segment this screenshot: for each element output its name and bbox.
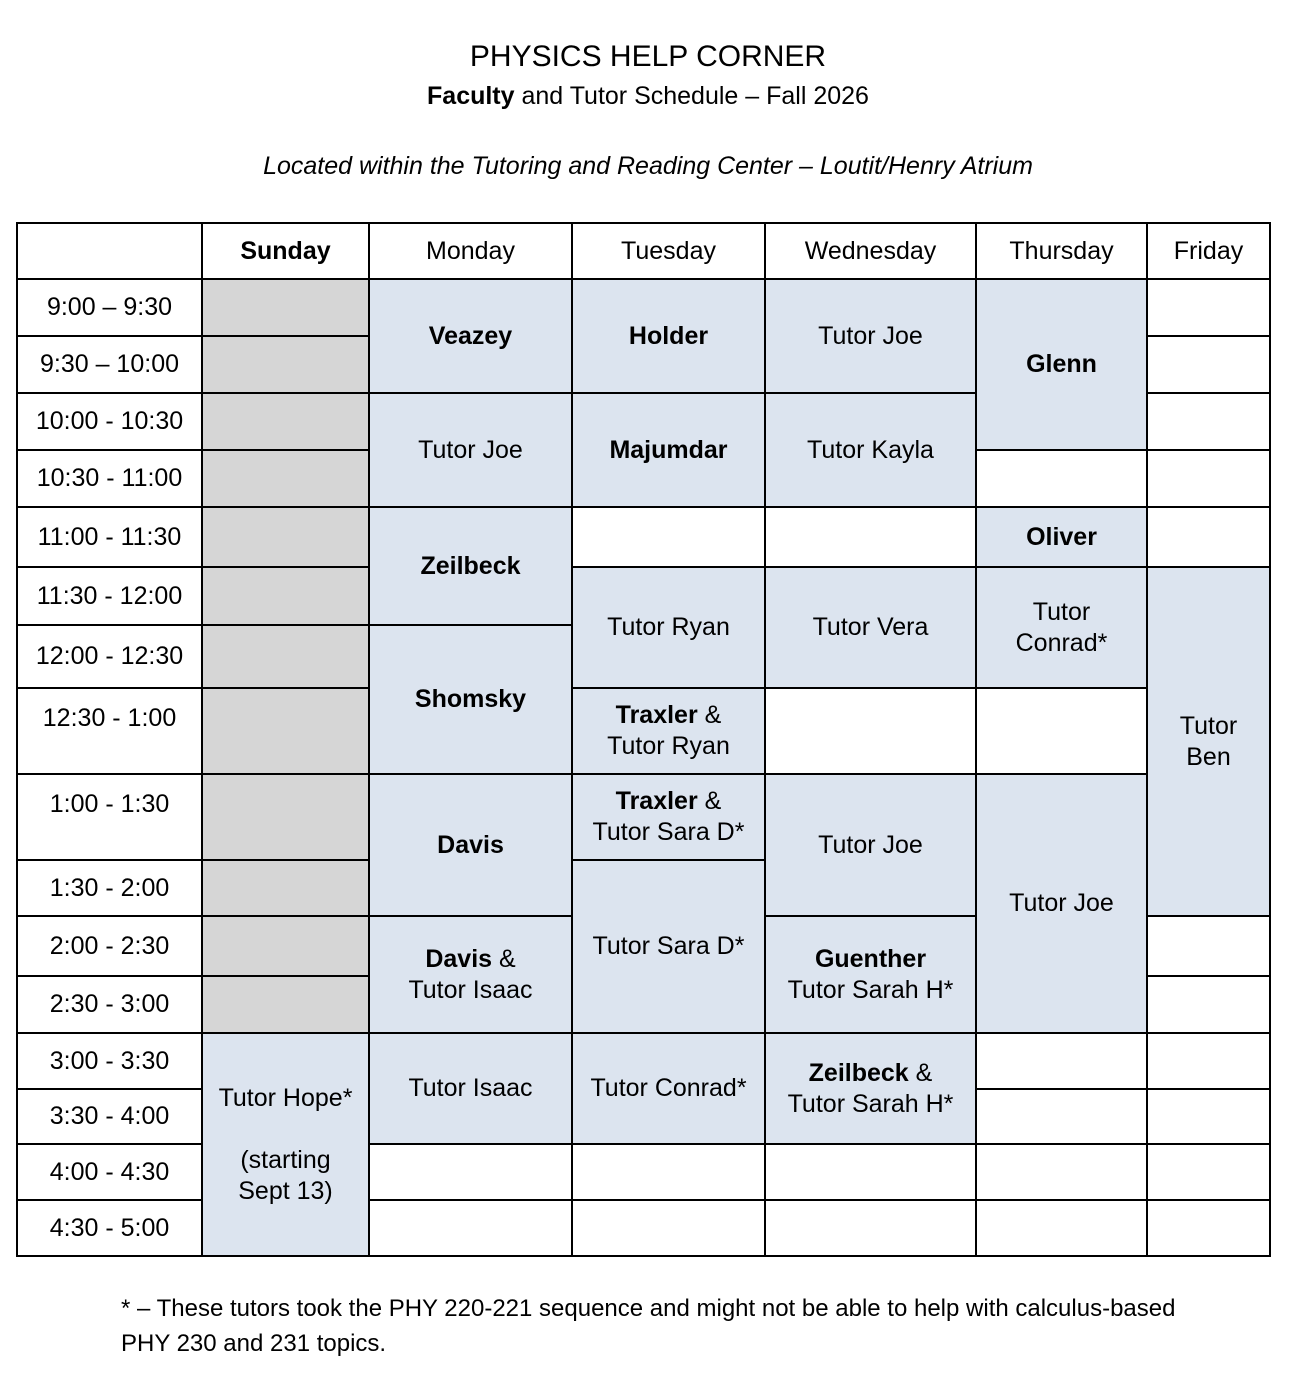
faculty-name: Zeilbeck	[420, 551, 521, 580]
faculty-name: Shomsky	[414, 685, 527, 713]
time-slot: 10:00 - 10:30	[17, 393, 202, 450]
slot-thu-joe: Tutor Joe	[976, 774, 1147, 1033]
header-row	[17, 223, 1270, 279]
empty-cell	[1147, 1200, 1270, 1256]
time-slot: 2:30 - 3:00	[17, 976, 202, 1033]
faculty-name: Traxler	[615, 701, 698, 729]
empty-cell	[1147, 1144, 1270, 1200]
slot-tue-traxler-ryan	[572, 688, 765, 774]
faculty-name: Davis	[425, 944, 493, 973]
empty-cell	[976, 450, 1147, 507]
time-slot: 2:00 - 2:30	[17, 916, 202, 976]
unavailable-cell	[202, 916, 369, 976]
unavailable-cell	[202, 279, 369, 336]
subtitle-bold: Faculty	[427, 82, 515, 110]
empty-cell	[1147, 1089, 1270, 1144]
cell-line	[766, 1058, 975, 1089]
slot-tue-conrad: Tutor Conrad*	[572, 1033, 765, 1144]
line-gap	[203, 1114, 368, 1145]
slot-sun-hope	[202, 1033, 369, 1256]
empty-cell	[1147, 916, 1270, 976]
slot-wed-kayla: Tutor Kayla	[765, 393, 976, 507]
slot-wed-vera: Tutor Vera	[765, 567, 976, 688]
faculty-name: Holder	[628, 321, 709, 350]
empty-cell	[1147, 336, 1270, 393]
empty-cell	[572, 1200, 765, 1256]
cell-line: Tutor Isaac	[408, 975, 533, 1004]
table-row	[17, 688, 1270, 774]
day-header-wednesday: Wednesday	[765, 223, 976, 279]
slot-wed-guenther	[765, 916, 976, 1033]
slot-fri-ben	[1147, 567, 1270, 916]
faculty-name: Glenn	[1026, 350, 1097, 378]
unavailable-cell	[202, 774, 369, 860]
unavailable-cell	[202, 507, 369, 567]
page-subtitle	[0, 82, 1296, 111]
time-slot: 4:30 - 5:00	[17, 1200, 202, 1256]
day-header-monday: Monday	[369, 223, 572, 279]
cell-line	[573, 786, 764, 817]
slot-mon-shomsky	[369, 625, 572, 774]
time-slot: 12:30 - 1:00	[17, 688, 202, 774]
slot-thu-oliver	[976, 507, 1147, 567]
cell-line: Tutor Sarah H*	[787, 1089, 954, 1118]
ampersand: &	[697, 787, 722, 815]
day-header-thursday: Thursday	[976, 223, 1147, 279]
table-row	[17, 1033, 1270, 1089]
slot-tue-majumdar	[572, 393, 765, 507]
slot-tue-holder	[572, 279, 765, 393]
faculty-name: Traxler	[615, 787, 698, 815]
slot-mon-veazey	[369, 279, 572, 393]
cell-line: Tutor Sarah H*	[787, 975, 954, 1004]
faculty-name: Zeilbeck	[808, 1058, 909, 1087]
subtitle-rest: and Tutor Schedule – Fall 2026	[514, 82, 869, 110]
ampersand: &	[908, 1058, 933, 1087]
unavailable-cell	[202, 450, 369, 507]
table-row	[17, 279, 1270, 336]
cell-line	[766, 944, 975, 975]
day-header-friday: Friday	[1147, 223, 1270, 279]
empty-cell	[765, 1200, 976, 1256]
day-header-tuesday: Tuesday	[572, 223, 765, 279]
empty-cell	[1147, 1033, 1270, 1089]
day-header-sunday: Sunday	[202, 223, 369, 279]
cell-line: Tutor Hope*	[218, 1083, 353, 1112]
schedule-table	[16, 222, 1271, 1257]
empty-cell	[976, 1033, 1147, 1089]
empty-cell	[976, 1200, 1147, 1256]
unavailable-cell	[202, 625, 369, 688]
time-slot: 9:00 – 9:30	[17, 279, 202, 336]
cell-line	[370, 944, 571, 975]
slot-mon-davis	[369, 774, 572, 916]
time-slot: 1:00 - 1:30	[17, 774, 202, 860]
ampersand: &	[492, 944, 516, 973]
page-title: PHYSICS HELP CORNER	[469, 40, 827, 73]
empty-cell	[765, 507, 976, 567]
faculty-name: Majumdar	[609, 435, 728, 464]
time-slot: 11:00 - 11:30	[17, 507, 202, 567]
slot-tue-traxler-sara	[572, 774, 765, 860]
cell-line: Tutor Ryan	[607, 732, 730, 760]
cell-line: Tutor Sara D*	[592, 818, 745, 846]
empty-cell	[765, 1144, 976, 1200]
location-line: Located within the Tutoring and Reading Center – Loutit/Henry Atrium	[263, 152, 1033, 180]
slot-wed-joe-afternoon: Tutor Joe	[765, 774, 976, 916]
footnote: * – These tutors took the PHY 220-221 sequence and might not be able to help with calculus-based PHY 230 and 231 topics.	[121, 1295, 1176, 1357]
empty-cell	[1147, 450, 1270, 507]
unavailable-cell	[202, 393, 369, 450]
time-slot: 10:30 - 11:00	[17, 450, 202, 507]
faculty-name: Guenther	[814, 944, 927, 973]
empty-cell	[369, 1200, 572, 1256]
unavailable-cell	[202, 860, 369, 916]
slot-mon-joe: Tutor Joe	[369, 393, 572, 507]
slot-thu-conrad	[976, 567, 1147, 688]
cell-line: (starting	[240, 1145, 331, 1174]
slot-mon-isaac: Tutor Isaac	[369, 1033, 572, 1144]
time-slot: 1:30 - 2:00	[17, 860, 202, 916]
cell-line: Tutor	[1032, 597, 1091, 626]
unavailable-cell	[202, 688, 369, 774]
faculty-name: Davis	[437, 830, 504, 859]
empty-cell	[976, 1089, 1147, 1144]
empty-cell	[976, 688, 1147, 774]
empty-cell	[369, 1144, 572, 1200]
table-row	[17, 567, 1270, 625]
unavailable-cell	[202, 336, 369, 393]
slot-wed-joe: Tutor Joe	[765, 279, 976, 393]
cell-line	[573, 700, 764, 731]
table-row	[17, 507, 1270, 567]
corner-cell	[17, 223, 202, 279]
time-slot: 3:00 - 3:30	[17, 1033, 202, 1089]
empty-cell	[1147, 279, 1270, 336]
empty-cell	[572, 507, 765, 567]
time-slot: 11:30 - 12:00	[17, 567, 202, 625]
cell-line: Sept 13)	[238, 1176, 333, 1205]
time-slot: 12:00 - 12:30	[17, 625, 202, 688]
slot-mon-davis-isaac	[369, 916, 572, 1033]
unavailable-cell	[202, 567, 369, 625]
empty-cell	[765, 688, 976, 774]
slot-mon-zeilbeck	[369, 507, 572, 625]
empty-cell	[572, 1144, 765, 1200]
cell-line: Ben	[1186, 742, 1231, 771]
faculty-name: Oliver	[1026, 522, 1097, 551]
slot-tue-ryan: Tutor Ryan	[572, 567, 765, 688]
slot-tue-sara: Tutor Sara D*	[572, 860, 765, 1033]
time-slot: 9:30 – 10:00	[17, 336, 202, 393]
ampersand: &	[697, 701, 722, 729]
time-slot: 4:00 - 4:30	[17, 1144, 202, 1200]
cell-line: Conrad*	[1015, 628, 1108, 657]
table-row	[17, 774, 1270, 860]
faculty-name: Veazey	[428, 321, 513, 350]
time-slot: 3:30 - 4:00	[17, 1089, 202, 1144]
cell-line: Tutor	[1179, 711, 1238, 740]
slot-wed-zeilbeck	[765, 1033, 976, 1144]
unavailable-cell	[202, 976, 369, 1033]
slot-thu-glenn	[976, 279, 1147, 450]
empty-cell	[1147, 976, 1270, 1033]
empty-cell	[976, 1144, 1147, 1200]
empty-cell	[1147, 507, 1270, 567]
empty-cell	[1147, 393, 1270, 450]
